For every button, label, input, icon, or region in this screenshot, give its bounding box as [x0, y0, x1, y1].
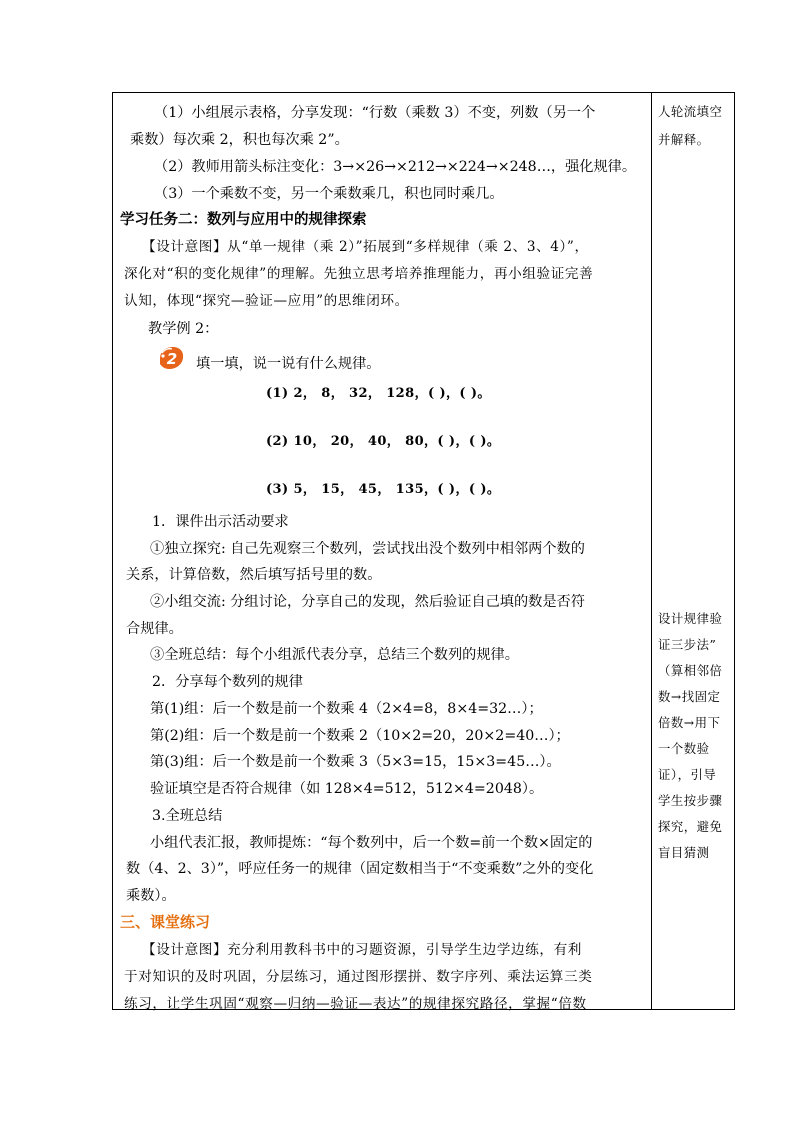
design-intent-line: 认知，体现“探究—验证—应用”的思维闭环。 — [124, 293, 409, 309]
section3-intent-line: 练习，让学生巩固“观察—归纳—验证—表达”的规律探究路径，掌握“倍数 — [124, 996, 587, 1012]
section3-intent-line: 于对知识的及时巩固，分层练习，通过图形摆拼、数字序列、乘法运算三类 — [124, 969, 593, 985]
sequence-item: (3) 5， 15， 45， 135，( )，( )。 — [266, 482, 501, 497]
side-note-line: 一个数验 — [658, 741, 710, 756]
activity-line: 2．分享每个数列的规律 — [152, 674, 303, 690]
activity-line: ③全班总结：每个小组派代表分享，总结三个数列的规律。 — [150, 647, 519, 663]
side-note-line: （算相邻倍 — [658, 663, 723, 678]
column-divider — [651, 92, 652, 1010]
side-note-line: 倍数→用下 — [658, 715, 721, 730]
task2-heading: 学习任务二：数列与应用中的规律探索 — [120, 212, 367, 228]
activity-line: 第(1)组：后一个数是前一个数乘 4（2×4=8，8×4=32…）； — [150, 701, 543, 717]
side-note-line: 学生按步骤 — [658, 793, 723, 808]
example-instruction: 填一填，说一说有什么规律。 — [196, 356, 381, 372]
text-line: （2）教师用箭头标注变化：3→×26→×212→×224→×248…，强化规律。 — [154, 159, 637, 175]
badge-number: 2 — [166, 350, 178, 368]
activity-line: 第(2)组：后一个数是前一个数乘 2（10×2=20，20×2=40…）； — [150, 728, 570, 744]
text-line: （1）小组展示表格，分享发现：“行数（乘数 3）不变，列数（另一个 — [154, 105, 596, 121]
side-note-line: 人轮流填空 — [658, 104, 723, 119]
activity-line: ①独立探究: 自己先观察三个数列，尝试找出没个数列中相邻两个数的 — [150, 541, 585, 557]
design-intent-line: 深化对“积的变化规律”的理解。先独立思考培养推理能力，再小组验证完善 — [124, 266, 594, 282]
example-label: 教学例 2： — [148, 321, 219, 337]
activity-line: 3.全班总结 — [152, 808, 223, 824]
side-note-line: 证），引导 — [658, 767, 717, 782]
side-note-line: 数→找固定 — [658, 689, 721, 704]
activity-line: 验证填空是否符合规律（如 128×4=512，512×4=2048）。 — [150, 781, 544, 797]
design-intent-line: 【设计意图】从“单一规律（乘 2）”拓展到“多样规律（乘 2、3、4）”， — [142, 239, 589, 255]
side-note-line: 探究，避免 — [658, 819, 723, 834]
section3-intent-line: 【设计意图】充分利用教科书中的习题资源，引导学生边学边练，有利 — [142, 942, 583, 958]
activity-line: 数（4、2、3）”，呼应任务一的规律（固定数相当于“不变乘数”之外的变化 — [126, 861, 594, 877]
activity-line: 合规律。 — [126, 621, 183, 637]
activity-line: ②小组交流: 分组讨论，分享自己的发现，然后验证自己填的数是否符 — [150, 594, 585, 610]
activity-line: 关系，计算倍数，然后填写括号里的数。 — [126, 567, 382, 583]
text-line: （3）一个乘数不变，另一个乘数乘几，积也同时乘几。 — [154, 186, 504, 202]
side-note-line: 证三步法” — [658, 637, 717, 652]
text-line: 乘数）每次乘 2，积也每次乘 2”。 — [130, 132, 349, 148]
activity-line: 乘数）。 — [126, 888, 176, 904]
sequence-item: (2) 10， 20， 40， 80，( )，( )。 — [266, 434, 501, 449]
example-number-badge-icon — [156, 343, 186, 373]
sequence-item: (1) 2， 8， 32， 128，( )，( )。 — [266, 386, 491, 401]
activity-line: 1．课件出示活动要求 — [152, 514, 289, 530]
activity-line: 小组代表汇报，教师提炼：“每个数列中，后一个数=前一个数×固定的 — [150, 835, 593, 851]
side-note-line: 盲目猜测 — [658, 845, 710, 860]
activity-line: 第(3)组：后一个数是前一个数乘 3（5×3=15，15×3=45…）。 — [150, 754, 561, 770]
side-note-line: 设计规律验 — [658, 611, 723, 626]
side-note-line: 并解释。 — [658, 132, 710, 147]
section3-heading: 三、课堂练习 — [120, 913, 211, 931]
